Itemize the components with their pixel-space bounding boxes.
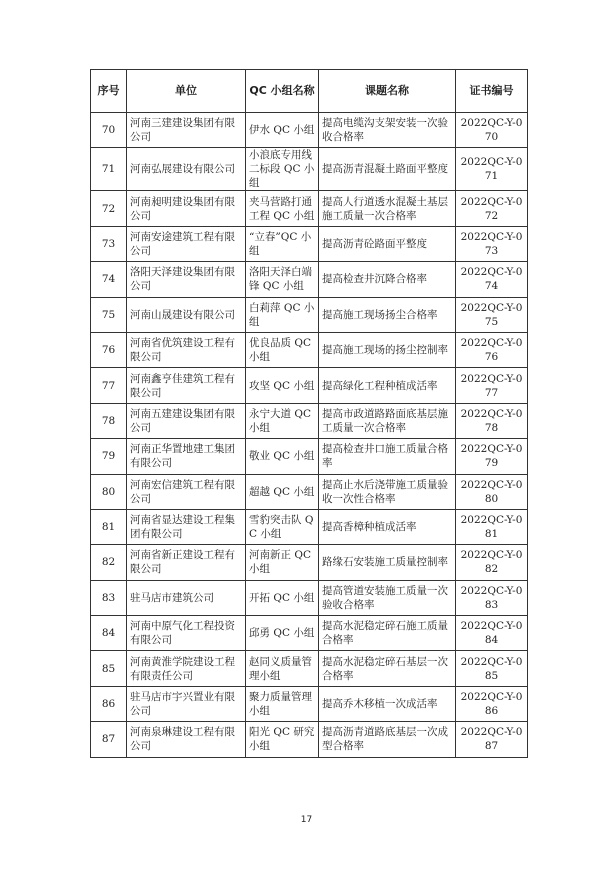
certificate-number: 2022QC-Y-085 xyxy=(456,651,528,686)
unit-name: 河南三建建设集团有限公司 xyxy=(127,113,246,148)
unit-name: 河南黄淮学院建设工程有限责任公司 xyxy=(127,651,246,686)
certificate-number: 2022QC-Y-081 xyxy=(456,509,528,544)
row-number: 81 xyxy=(91,509,127,544)
certificate-number: 2022QC-Y-072 xyxy=(456,191,528,226)
unit-name: 河南五建建设集团有限公司 xyxy=(127,403,246,438)
table-row xyxy=(91,191,528,226)
topic-name: 提高沥青道路底基层一次成型合格率 xyxy=(319,722,456,757)
certificate-table xyxy=(90,69,528,758)
row-number: 87 xyxy=(91,722,127,757)
unit-name: 河南省新正建设工程有限公司 xyxy=(127,545,246,580)
qc-group-name: 雪豹突击队 QC 小组 xyxy=(246,509,319,544)
qc-group-name: 开拓 QC 小组 xyxy=(246,580,319,615)
row-number: 82 xyxy=(91,545,127,580)
certificate-number: 2022QC-Y-078 xyxy=(456,403,528,438)
qc-group-name: 攻坚 QC 小组 xyxy=(246,368,319,403)
table-row xyxy=(91,262,528,297)
table-row xyxy=(91,148,528,191)
row-number: 72 xyxy=(91,191,127,226)
unit-name: 河南山晟建设有限公司 xyxy=(127,297,246,332)
row-number: 77 xyxy=(91,368,127,403)
topic-name: 提高施工现场扬尘合格率 xyxy=(319,297,456,332)
table-row xyxy=(91,439,528,474)
row-number: 74 xyxy=(91,262,127,297)
qc-group-name: 伊水 QC 小组 xyxy=(246,113,319,148)
topic-name: 提高电缆沟支架安装一次验收合格率 xyxy=(319,113,456,148)
qc-group-name: 永宁大道 QC 小组 xyxy=(246,403,319,438)
row-number: 71 xyxy=(91,148,127,191)
table-header xyxy=(91,70,528,113)
certificate-number: 2022QC-Y-077 xyxy=(456,368,528,403)
certificate-number: 2022QC-Y-080 xyxy=(456,474,528,509)
table-row xyxy=(91,722,528,757)
unit-name: 河南泉琳建设工程有限公司 xyxy=(127,722,246,757)
header-unit: 单位 xyxy=(127,70,246,113)
unit-name: 河南鑫亨佳建筑工程有限公司 xyxy=(127,368,246,403)
qc-group-name: 河南新正 QC 小组 xyxy=(246,545,319,580)
topic-name: 提高人行道透水混凝土基层施工质量一次合格率 xyxy=(319,191,456,226)
table-row xyxy=(91,545,528,580)
row-number: 84 xyxy=(91,616,127,651)
qc-group-name: 夹马营路打通工程 QC 小组 xyxy=(246,191,319,226)
certificate-number: 2022QC-Y-083 xyxy=(456,580,528,615)
table-row xyxy=(91,651,528,686)
row-number: 73 xyxy=(91,226,127,261)
topic-name: 路缘石安装施工质量控制率 xyxy=(319,545,456,580)
certificate-number: 2022QC-Y-073 xyxy=(456,226,528,261)
row-number: 83 xyxy=(91,580,127,615)
table-row xyxy=(91,113,528,148)
certificate-number: 2022QC-Y-076 xyxy=(456,332,528,367)
certificate-number: 2022QC-Y-071 xyxy=(456,148,528,191)
unit-name: 驻马店市宇兴置业有限公司 xyxy=(127,686,246,721)
header-cert: 证书编号 xyxy=(456,70,528,113)
topic-name: 提高沥青砼路面平整度 xyxy=(319,226,456,261)
unit-name: 河南省显达建设工程集团有限公司 xyxy=(127,509,246,544)
header-row xyxy=(91,70,528,113)
certificate-number: 2022QC-Y-082 xyxy=(456,545,528,580)
topic-name: 提高管道安装施工质量一次验收合格率 xyxy=(319,580,456,615)
topic-name: 提高止水后浇带施工质量验收一次性合格率 xyxy=(319,474,456,509)
table-row xyxy=(91,474,528,509)
qc-group-name: 小浪底专用线二标段 QC 小组 xyxy=(246,148,319,191)
certificate-number: 2022QC-Y-079 xyxy=(456,439,528,474)
unit-name: 河南正华置地建工集团有限公司 xyxy=(127,439,246,474)
table-row xyxy=(91,509,528,544)
qc-group-name: “立春”QC 小组 xyxy=(246,226,319,261)
unit-name: 河南昶明建设集团有限公司 xyxy=(127,191,246,226)
table-row xyxy=(91,580,528,615)
unit-name: 驻马店市建筑公司 xyxy=(127,580,246,615)
topic-name: 提高乔木移植一次成活率 xyxy=(319,686,456,721)
certificate-number: 2022QC-Y-086 xyxy=(456,686,528,721)
table-row xyxy=(91,297,528,332)
row-number: 85 xyxy=(91,651,127,686)
qc-group-name: 优良品质 QC 小组 xyxy=(246,332,319,367)
unit-name: 河南省优筑建设工程有限公司 xyxy=(127,332,246,367)
certificate-number: 2022QC-Y-087 xyxy=(456,722,528,757)
row-number: 76 xyxy=(91,332,127,367)
table-row xyxy=(91,616,528,651)
certificate-number: 2022QC-Y-074 xyxy=(456,262,528,297)
table-row xyxy=(91,368,528,403)
qc-group-name: 聚力质量管理小组 xyxy=(246,686,319,721)
qc-group-name: 敬业 QC 小组 xyxy=(246,439,319,474)
unit-name: 河南弘展建设有限公司 xyxy=(127,148,246,191)
table-row xyxy=(91,686,528,721)
row-number: 75 xyxy=(91,297,127,332)
topic-name: 提高检查井口施工质量合格率 xyxy=(319,439,456,474)
row-number: 86 xyxy=(91,686,127,721)
page-number: 17 xyxy=(300,815,313,825)
topic-name: 提高水泥稳定碎石基层一次合格率 xyxy=(319,651,456,686)
unit-name: 河南宏信建筑工程有限公司 xyxy=(127,474,246,509)
header-topic: 课题名称 xyxy=(319,70,456,113)
table-body xyxy=(91,113,528,758)
qc-group-name: 赵同义质量管理小组 xyxy=(246,651,319,686)
topic-name: 提高检查井沉降合格率 xyxy=(319,262,456,297)
row-number: 80 xyxy=(91,474,127,509)
topic-name: 提高绿化工程种植成活率 xyxy=(319,368,456,403)
qc-group-name: 超越 QC 小组 xyxy=(246,474,319,509)
topic-name: 提高沥青混凝土路面平整度 xyxy=(319,148,456,191)
topic-name: 提高水泥稳定碎石施工质量合格率 xyxy=(319,616,456,651)
qc-group-name: 白莉萍 QC 小组 xyxy=(246,297,319,332)
row-number: 70 xyxy=(91,113,127,148)
certificate-number: 2022QC-Y-070 xyxy=(456,113,528,148)
row-number: 79 xyxy=(91,439,127,474)
unit-name: 河南中原气化工程投资有限公司 xyxy=(127,616,246,651)
certificate-number: 2022QC-Y-075 xyxy=(456,297,528,332)
qc-group-name: 邱勇 QC 小组 xyxy=(246,616,319,651)
topic-name: 提高市政道路路面底基层施工质量一次合格率 xyxy=(319,403,456,438)
table-row xyxy=(91,332,528,367)
row-number: 78 xyxy=(91,403,127,438)
header-group: QC 小组名称 xyxy=(246,70,319,113)
qc-group-name: 洛阳天泽白端锋 QC 小组 xyxy=(246,262,319,297)
certificate-number: 2022QC-Y-084 xyxy=(456,616,528,651)
qc-group-name: 阳光 QC 研究小组 xyxy=(246,722,319,757)
table-row xyxy=(91,226,528,261)
table-row xyxy=(91,403,528,438)
unit-name: 河南安途建筑工程有限公司 xyxy=(127,226,246,261)
unit-name: 洛阳天泽建设集团有限公司 xyxy=(127,262,246,297)
header-no: 序号 xyxy=(91,70,127,113)
topic-name: 提高施工现场的扬尘控制率 xyxy=(319,332,456,367)
topic-name: 提高香樟种植成活率 xyxy=(319,509,456,544)
